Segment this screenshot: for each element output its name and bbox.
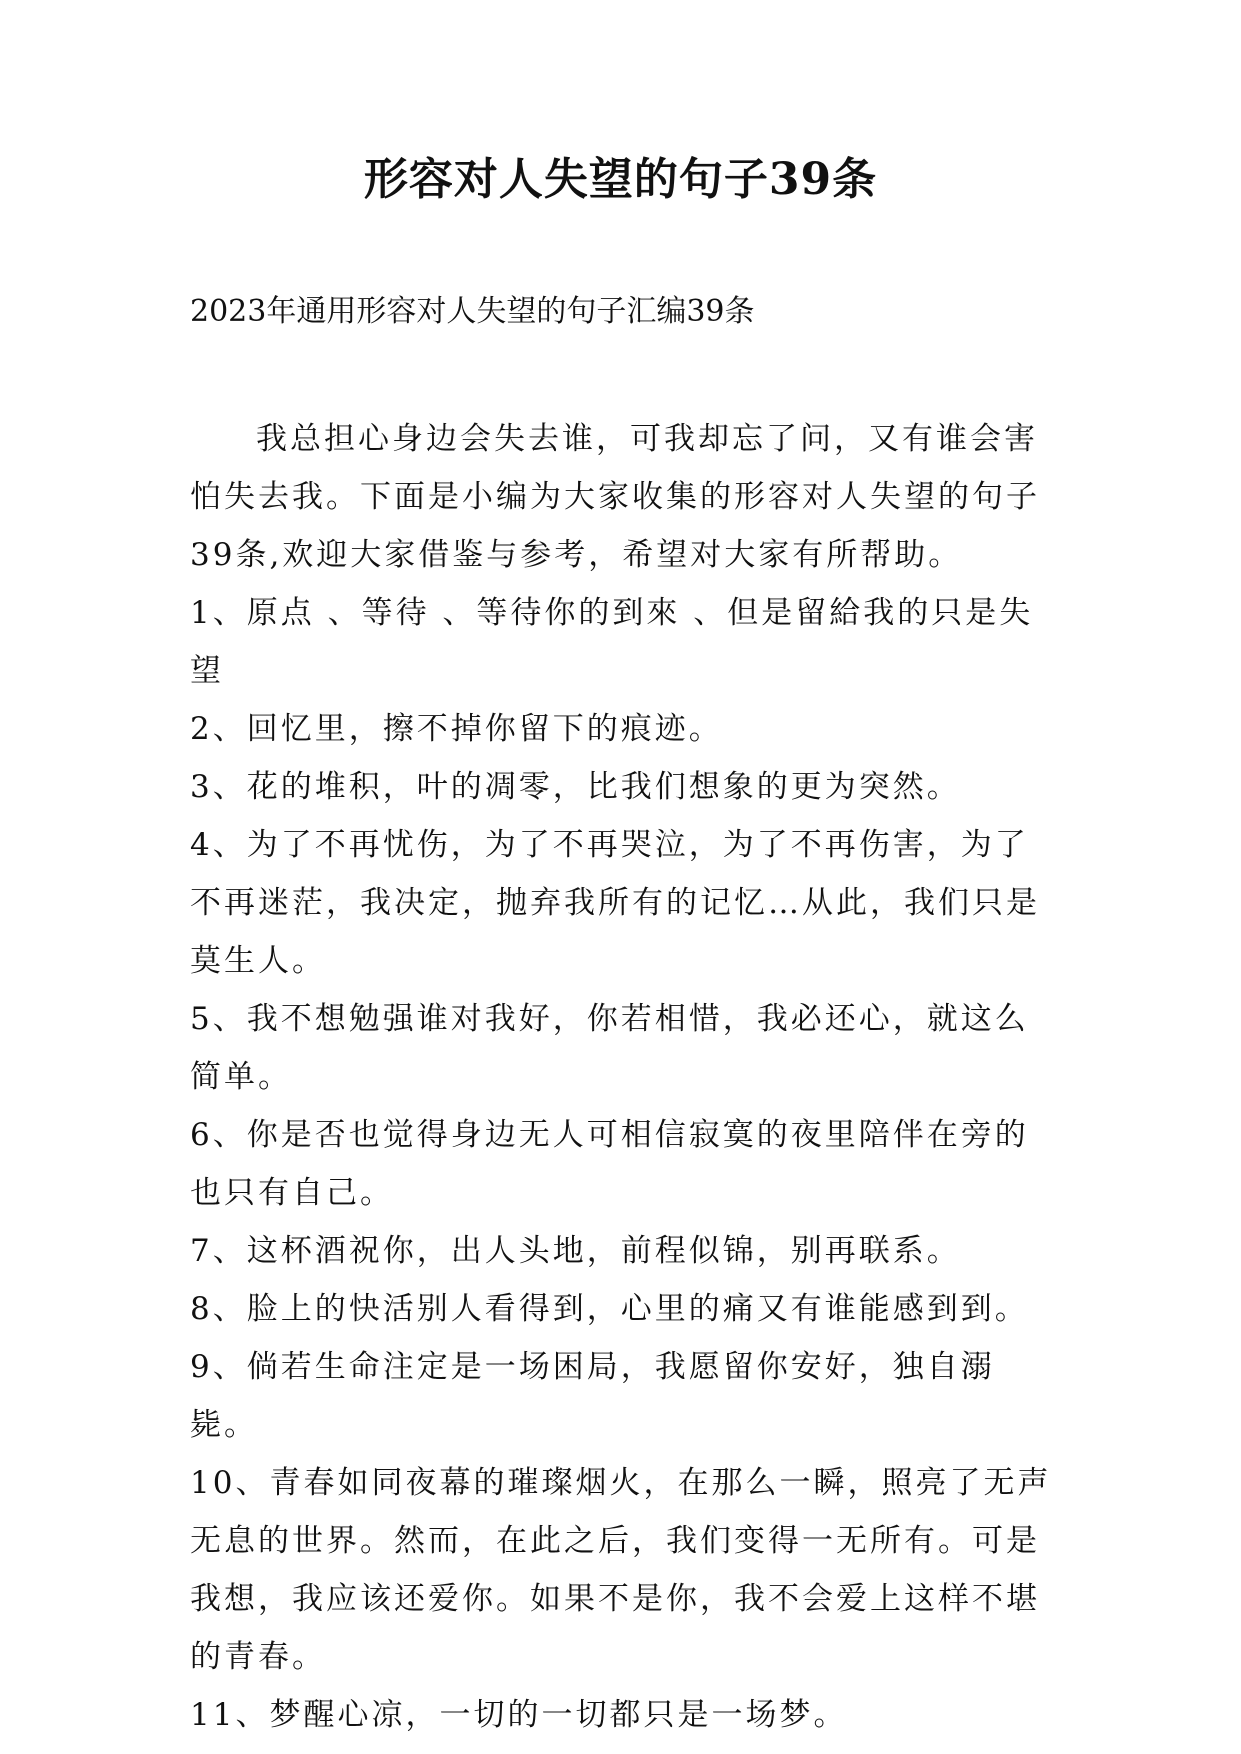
list-item: 9、倘若生命注定是一场困局，我愿留你安好，独自溺毙。 (190, 1349, 995, 1443)
document-body (190, 410, 1060, 1744)
list-item: 8、脸上的快活别人看得到，心里的痛又有谁能感到到。 (190, 1291, 1029, 1327)
list-item: 2、回忆里，擦不掉你留下的痕迹。 (190, 711, 723, 747)
list-item: 7、这杯酒祝你，出人头地，前程似锦，别再联系。 (190, 1233, 961, 1269)
list-item: 5、我不想勉强谁对我好，你若相惜，我必还心，就这么简单。 (190, 1001, 1029, 1095)
list-item: 1、原点 、等待 、等待你的到來 、但是留給我的只是失望 (190, 595, 1034, 689)
list-item: 3、花的堆积，叶的凋零，比我们想象的更为突然。 (190, 769, 961, 805)
list-item: 6、你是否也觉得身边无人可相信寂寞的夜里陪伴在旁的也只有自己。 (190, 1117, 1029, 1211)
intro-paragraph: 我总担心身边会失去谁，可我却忘了问，又有谁会害怕失去我。下面是小编为大家收集的形容对人失望的句子39条,欢迎大家借鉴与参考，希望对大家有所帮助。 (190, 421, 1040, 573)
document-title: 形容对人失望的句子39条 (363, 154, 878, 205)
list-item: 11、梦醒心凉，一切的一切都只是一场梦。 (190, 1697, 848, 1733)
list-item: 10、青春如同夜幕的璀璨烟火，在那么一瞬，照亮了无声无息的世界。然而，在此之后，我们变得一无所有。可是我想，我应该还爱你。如果不是你，我不会爱上这样不堪的青春。 (190, 1465, 1052, 1675)
document-subtitle: 2023年通用形容对人失望的句子汇编39条 (190, 294, 755, 329)
list-item: 4、为了不再忧伤，为了不再哭泣，为了不再伤害，为了不再迷茫，我决定，抛弃我所有的记忆…从此，我们只是莫生人。 (190, 827, 1040, 979)
